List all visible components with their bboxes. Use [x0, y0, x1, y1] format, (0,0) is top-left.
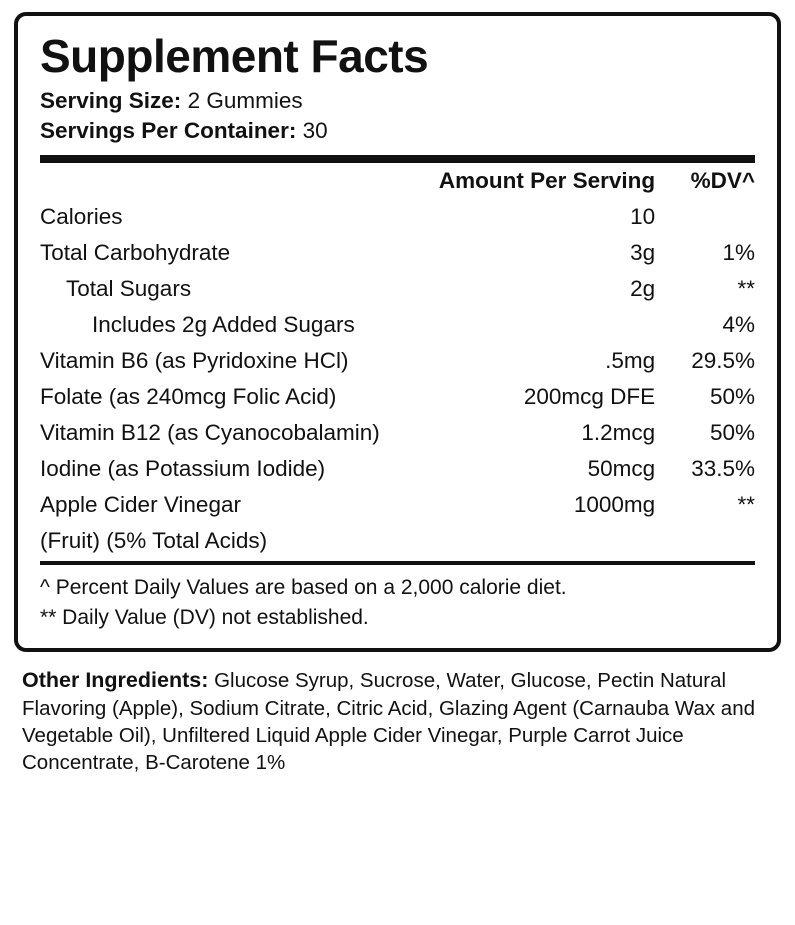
servings-per-container-value: 30 — [302, 117, 328, 143]
other-ingredients — [14, 652, 781, 776]
table-row — [40, 523, 755, 559]
row-dv: ** — [737, 491, 755, 517]
table-row — [40, 307, 755, 343]
table-row — [40, 487, 755, 523]
row-dv — [655, 523, 755, 559]
table-row — [40, 343, 755, 379]
other-ingredients-label: Other Ingredients: — [22, 668, 209, 693]
row-dv: 33.5% — [691, 455, 755, 481]
divider-thick-top — [40, 155, 755, 163]
row-dv — [655, 199, 755, 235]
table-row — [40, 415, 755, 451]
row-name: Vitamin B6 (as Pyridoxine HCl) — [40, 347, 349, 373]
row-amount: 1000mg — [573, 491, 656, 517]
row-name: Total Carbohydrate — [40, 239, 231, 265]
servings-per-container-label: Servings Per Container: — [40, 117, 297, 143]
row-dv: ** — [737, 275, 755, 301]
row-amount: 3g — [630, 239, 656, 265]
row-name: (Fruit) (5% Total Acids) — [40, 527, 268, 553]
table-row — [40, 235, 755, 271]
row-name: Apple Cider Vinegar — [40, 491, 241, 517]
row-amount: 50mcg — [587, 455, 656, 481]
serving-size-line — [40, 86, 755, 115]
nutrition-table — [40, 163, 755, 559]
header-amount-per-serving: Amount Per Serving — [438, 167, 656, 193]
footnote-daily-values: ^ Percent Daily Values are based on a 2,000 calorie diet. — [40, 575, 567, 599]
row-amount: 1.2mcg — [581, 419, 656, 445]
row-dv: 50% — [709, 383, 755, 409]
row-name: Calories — [40, 203, 123, 229]
table-row — [40, 379, 755, 415]
table-row — [40, 451, 755, 487]
serving-size-value: 2 Gummies — [187, 88, 303, 114]
row-name: Folate (as 240mcg Folic Acid) — [40, 383, 337, 409]
servings-per-container-line — [40, 116, 755, 145]
row-name: Iodine (as Potassium Iodide) — [40, 455, 326, 481]
table-row — [40, 271, 755, 307]
row-amount — [439, 523, 655, 559]
panel-title: Supplement Facts — [40, 30, 429, 82]
row-name: Total Sugars — [66, 275, 192, 301]
row-name: Includes 2g Added Sugars — [92, 311, 355, 337]
row-amount: 2g — [630, 275, 656, 301]
row-dv: 29.5% — [691, 347, 755, 373]
footnote-dv-not-established: ** Daily Value (DV) not established. — [40, 605, 369, 629]
header-percent-dv: %DV^ — [690, 167, 755, 193]
row-dv: 1% — [722, 239, 755, 265]
row-dv: 4% — [722, 311, 755, 337]
table-header-row — [40, 163, 755, 199]
footnotes — [40, 565, 755, 633]
supplement-facts-panel — [14, 12, 781, 652]
other-ingredients-text: Glucose Syrup, Sucrose, Water, Glucose, Pectin Natural Flavoring (Apple), Sodium Citrate, Citric Acid, Glazing Agent (Carnauba Wax and Vegetable Oil), Unfiltered Liquid Apple Cider Vinegar, Purple Carrot Juice Concentrate, B-Carotene 1% — [22, 669, 756, 774]
row-amount: 10 — [630, 203, 656, 229]
header-blank — [40, 163, 439, 199]
row-dv: 50% — [709, 419, 755, 445]
row-amount: .5mg — [605, 347, 656, 373]
row-name: Vitamin B12 (as Cyanocobalamin) — [40, 419, 380, 445]
table-row — [40, 199, 755, 235]
serving-size-label: Serving Size: — [40, 88, 182, 114]
row-amount: 200mcg DFE — [523, 383, 656, 409]
row-amount — [439, 307, 655, 343]
